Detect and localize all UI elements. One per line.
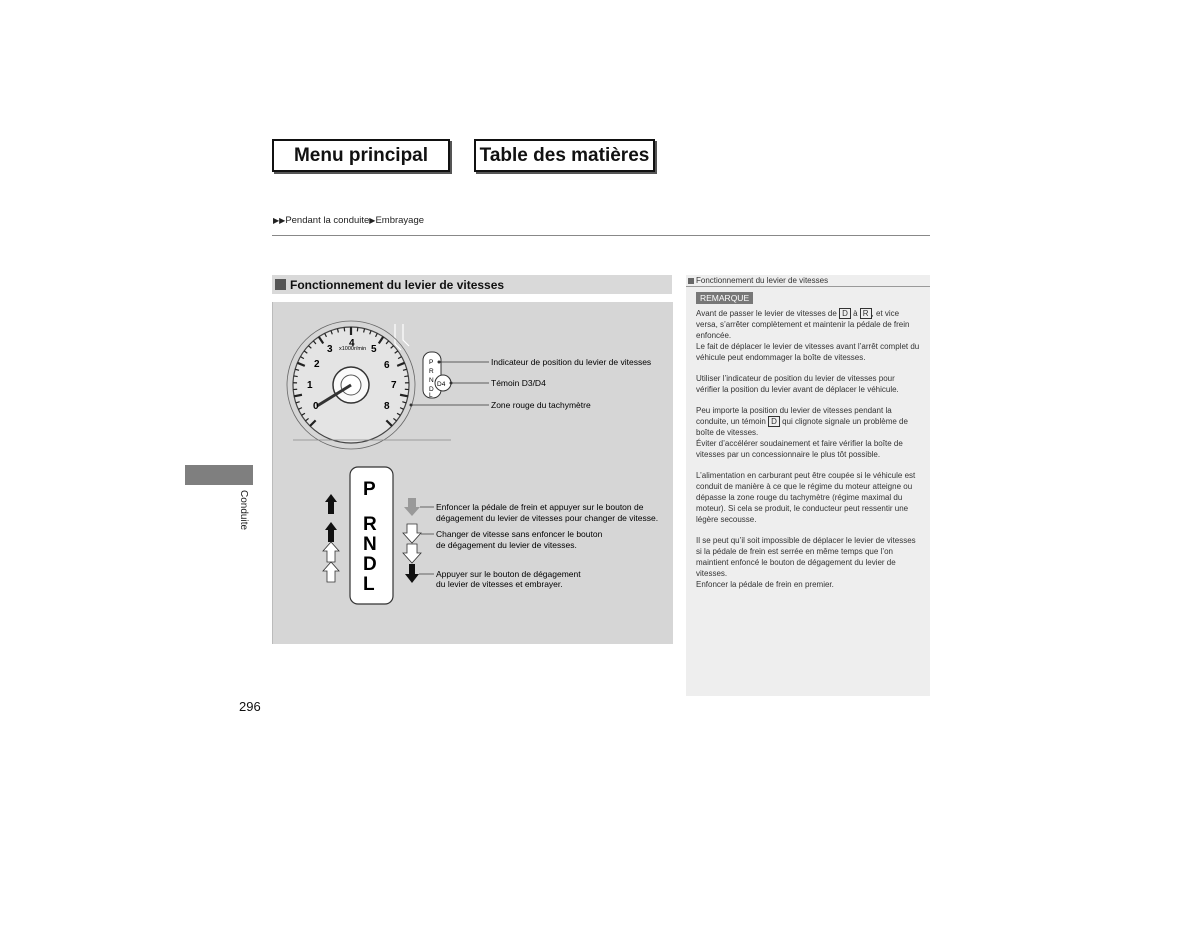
tach-number-0: 0 bbox=[313, 401, 319, 412]
note-text: Avant de passer le levier de vitesses de bbox=[696, 309, 837, 318]
remark-badge: REMARQUE bbox=[696, 292, 753, 304]
gear-key-d: D bbox=[768, 416, 780, 427]
legend-no-press-line2: de dégagement du levier de vitesses. bbox=[436, 540, 577, 550]
note-text: Peu importe la position du levier de vitesses pendant la conduite, un témoin bbox=[696, 406, 892, 426]
legend-press-line1: Appuyer sur le bouton de dégagement bbox=[436, 569, 581, 579]
breadcrumb-item-driving[interactable]: Pendant la conduite bbox=[285, 215, 370, 226]
page-number: 296 bbox=[239, 699, 261, 714]
note-text: qui clignote signale un problème de boîte de vitesses. bbox=[696, 417, 908, 437]
down-arrow-outline-icon bbox=[403, 544, 421, 563]
tach-tick bbox=[404, 376, 408, 377]
tach-number-7: 7 bbox=[391, 380, 397, 391]
notes-body bbox=[686, 306, 930, 590]
breadcrumb-arrow-icon: ▶ bbox=[369, 216, 376, 225]
note-paragraph: L’alimentation en carburant peut être coupée si le véhicule est conduit de manière à ce que le régime du moteur atteigne ou dépasse la zone rouge du tachymètre (régime maximal du moteur). Si cela se produit, le conducteur peut ressentir une légère secousse. bbox=[696, 471, 916, 524]
section-square-icon bbox=[275, 279, 286, 290]
gear-key-r: R bbox=[860, 308, 872, 319]
note-paragraph bbox=[696, 308, 920, 363]
callout-red-zone: Zone rouge du tachymètre bbox=[491, 400, 591, 410]
note-marker-icon bbox=[688, 278, 694, 284]
legend-no-press-line1: Changer de vitesse sans enfoncer le bouton bbox=[436, 529, 603, 539]
note-text: Le fait de déplacer le levier de vitesses avant l’arrêt complet du véhicule peut endommager la boîte de vitesses. bbox=[696, 342, 920, 362]
up-arrow-solid-icon bbox=[325, 522, 337, 542]
section-header bbox=[272, 275, 672, 294]
d4-indicator-label: D4 bbox=[437, 381, 446, 388]
tach-unit-label: x1000r/min bbox=[339, 346, 367, 352]
indicator-letter-d: D bbox=[429, 386, 434, 393]
note-paragraph: Utiliser l’indicateur de position du levier de vitesses pour vérifier la position du levier avant de déplacer le véhicule. bbox=[696, 374, 899, 394]
tach-number-6: 6 bbox=[384, 360, 390, 371]
down-arrow-outline-icon bbox=[403, 524, 421, 543]
breadcrumb-item-clutch[interactable]: Embrayage bbox=[375, 215, 425, 226]
table-of-contents-button[interactable]: Table des matières bbox=[474, 139, 655, 172]
note-text: , et vice versa, s’arrêter complètement et maintenir la pédale de frein enfoncée. bbox=[696, 309, 910, 340]
note-paragraph bbox=[696, 535, 920, 590]
notes-panel bbox=[686, 275, 930, 696]
gear-position-indicator bbox=[423, 352, 451, 399]
tach-number-1: 1 bbox=[307, 380, 313, 391]
gate-letter-n: N bbox=[363, 534, 377, 555]
up-arrow-outline-icon bbox=[323, 562, 339, 582]
section-title: Fonctionnement du levier de vitesses bbox=[290, 277, 505, 292]
note-paragraph bbox=[696, 405, 920, 460]
note-text: Il se peut qu’il soit impossible de déplacer le levier de vitesses si la pédale de frein est serrée en même temps que l’on maintient enfoncé le bouton de dégagement du levier de vitesses. bbox=[696, 536, 916, 578]
legend-brake-line2: dégagement du levier de vitesses pour changer de vitesse. bbox=[436, 513, 659, 523]
tach-tick bbox=[400, 395, 408, 397]
chapter-tab[interactable] bbox=[185, 465, 253, 485]
indicator-letter-n: N bbox=[429, 377, 434, 384]
gate-letter-l: L bbox=[363, 574, 375, 595]
header-divider bbox=[272, 235, 930, 236]
shift-lever-figure bbox=[273, 302, 673, 644]
tach-tick bbox=[294, 395, 302, 397]
indicator-letter-p: P bbox=[429, 359, 434, 366]
tach-number-2: 2 bbox=[314, 359, 320, 370]
shift-gate bbox=[350, 467, 393, 604]
main-menu-button[interactable]: Menu principal bbox=[272, 139, 450, 172]
callout-d3d4-light: Témoin D3/D4 bbox=[491, 378, 546, 388]
chapter-tab-label: Conduite bbox=[238, 490, 249, 531]
notes-header bbox=[686, 275, 930, 287]
up-arrow-outline-icon bbox=[323, 542, 339, 562]
note-text: Enfoncer la pédale de frein en premier. bbox=[696, 580, 834, 589]
indicator-letter-r: R bbox=[429, 368, 434, 375]
figure-panel bbox=[272, 302, 673, 644]
notes-title: Fonctionnement du levier de vitesses bbox=[696, 276, 829, 285]
note-text: Éviter d’accélérer soudainement et faire vérifier la boîte de vitesses par un concessionnaire le plus tôt possible. bbox=[696, 439, 903, 459]
breadcrumb bbox=[273, 215, 424, 226]
down-arrow-solid-icon bbox=[405, 564, 419, 583]
up-arrow-solid-icon bbox=[325, 494, 337, 514]
gate-letter-r: R bbox=[363, 514, 377, 535]
note-text: à bbox=[853, 309, 858, 318]
callout-position-indicator: Indicateur de position du levier de vitesses bbox=[491, 357, 652, 367]
gear-key-d: D bbox=[839, 308, 851, 319]
tach-number-5: 5 bbox=[371, 344, 377, 355]
down-arrow-gray-icon bbox=[404, 498, 420, 516]
gate-letter-p: P bbox=[363, 479, 376, 500]
breadcrumb-arrow-icon: ▶▶ bbox=[273, 216, 286, 225]
tach-number-4: 4 bbox=[349, 338, 355, 349]
legend-press-line2: du levier de vitesses et embrayer. bbox=[436, 579, 563, 589]
legend-brake-line1: Enfoncer la pédale de frein et appuyer sur le bouton de bbox=[436, 502, 644, 512]
gate-letter-d: D bbox=[363, 554, 377, 575]
tach-number-3: 3 bbox=[327, 344, 333, 355]
indicator-letter-l: L bbox=[429, 392, 433, 399]
tach-number-8: 8 bbox=[384, 401, 390, 412]
tach-tick bbox=[294, 376, 298, 377]
